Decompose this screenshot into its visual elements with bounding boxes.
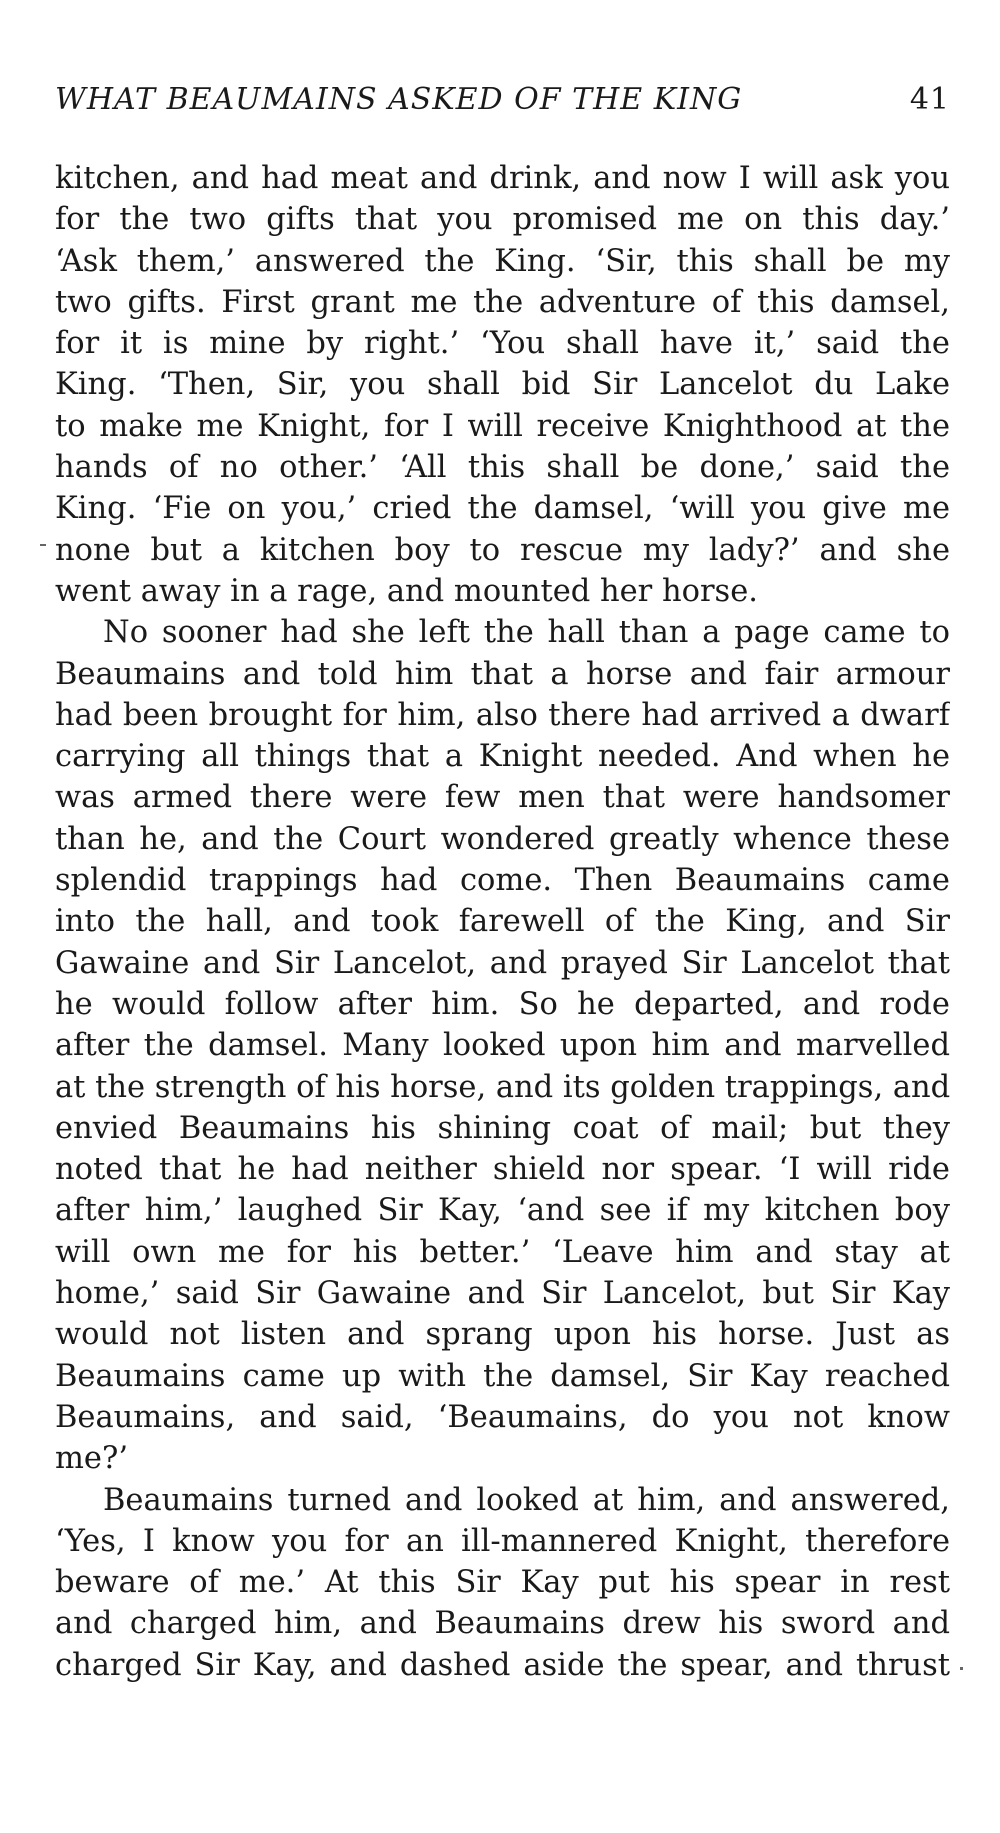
text-line: kitchen, and had meat and drink, and now I will ask you [55, 161, 950, 196]
text-line: was armed there were few men that were handsomer [55, 780, 950, 816]
text-line: for it is mine by right.’ ‘You shall have it,’ said the [55, 326, 950, 362]
text-line: and charged him, and Beaumains drew his sword and [55, 1606, 950, 1642]
text-line: after the damsel. Many looked upon him and marvelled [55, 1028, 950, 1064]
text-line: at the strength of his horse, and its golden trappings, and [55, 1069, 950, 1105]
text-line: Gawaine and Sir Lancelot, and prayed Sir Lancelot that [55, 945, 950, 981]
text-line: beware of me.’ At this Sir Kay put his spear in rest [55, 1565, 950, 1601]
stray-ink-mark [960, 1667, 963, 1670]
running-head [55, 78, 950, 122]
text-line: to make me Knight, for I will receive Knighthood at the [55, 408, 950, 444]
text-line: Beaumains and told him that a horse and fair armour [55, 656, 950, 692]
text-line: none but a kitchen boy to rescue my lady?’ and she [55, 532, 950, 568]
page-number: 41 [909, 82, 950, 117]
text-line: King. ‘Then, Sir, you shall bid Sir Lancelot du Lake [55, 367, 950, 403]
text-line: for the two gifts that you promised me on this day.’ [55, 202, 950, 238]
stray-ink-mark [40, 544, 46, 546]
text-line: splendid trappings had come. Then Beaumains came [55, 863, 950, 899]
paragraph-start-line: Beaumains turned and looked at him, and answered, [103, 1482, 950, 1518]
paragraph-start-line: No sooner had she left the hall than a page came to [103, 615, 950, 651]
text-line: two gifts. First grant me the adventure of this damsel, [55, 284, 950, 320]
text-line: after him,’ laughed Sir Kay, ‘and see if my kitchen boy [55, 1193, 950, 1229]
text-line: me?’ [55, 1441, 129, 1477]
running-title: WHAT BEAUMAINS ASKED OF THE KING [55, 82, 743, 117]
text-line: King. ‘Fie on you,’ cried the damsel, ‘will you give me [55, 491, 950, 527]
text-line: home,’ said Sir Gawaine and Sir Lancelot, but Sir Kay [55, 1276, 950, 1312]
text-line: noted that he had neither shield nor spear. ‘I will ride [55, 1152, 950, 1188]
text-line: had been brought for him, also there had arrived a dwarf [55, 697, 950, 733]
text-line: went away in a rage, and mounted her horse. [55, 573, 758, 609]
text-line: he would follow after him. So he departed, and rode [55, 986, 950, 1022]
text-line: hands of no other.’ ‘All this shall be done,’ said the [55, 450, 950, 486]
text-line: charged Sir Kay, and dashed aside the spear, and thrust [55, 1647, 950, 1683]
body-text [55, 158, 950, 1686]
text-line: envied Beaumains his shining coat of mail; but they [55, 1110, 950, 1146]
text-line: carrying all things that a Knight needed. And when he [55, 739, 950, 775]
text-line: Beaumains, and said, ‘Beaumains, do you not know [55, 1399, 950, 1435]
text-line: ‘Yes, I know you for an ill-mannered Knight, therefore [55, 1523, 950, 1559]
text-line: will own me for his better.’ ‘Leave him and stay at [55, 1234, 950, 1270]
text-line: than he, and the Court wondered greatly whence these [55, 821, 950, 857]
text-line: ‘Ask them,’ answered the King. ‘Sir, this shall be my [55, 243, 950, 279]
text-line: into the hall, and took farewell of the King, and Sir [55, 904, 950, 940]
text-line: would not listen and sprang upon his horse. Just as [55, 1317, 950, 1353]
text-line: Beaumains came up with the damsel, Sir Kay reached [55, 1358, 950, 1394]
